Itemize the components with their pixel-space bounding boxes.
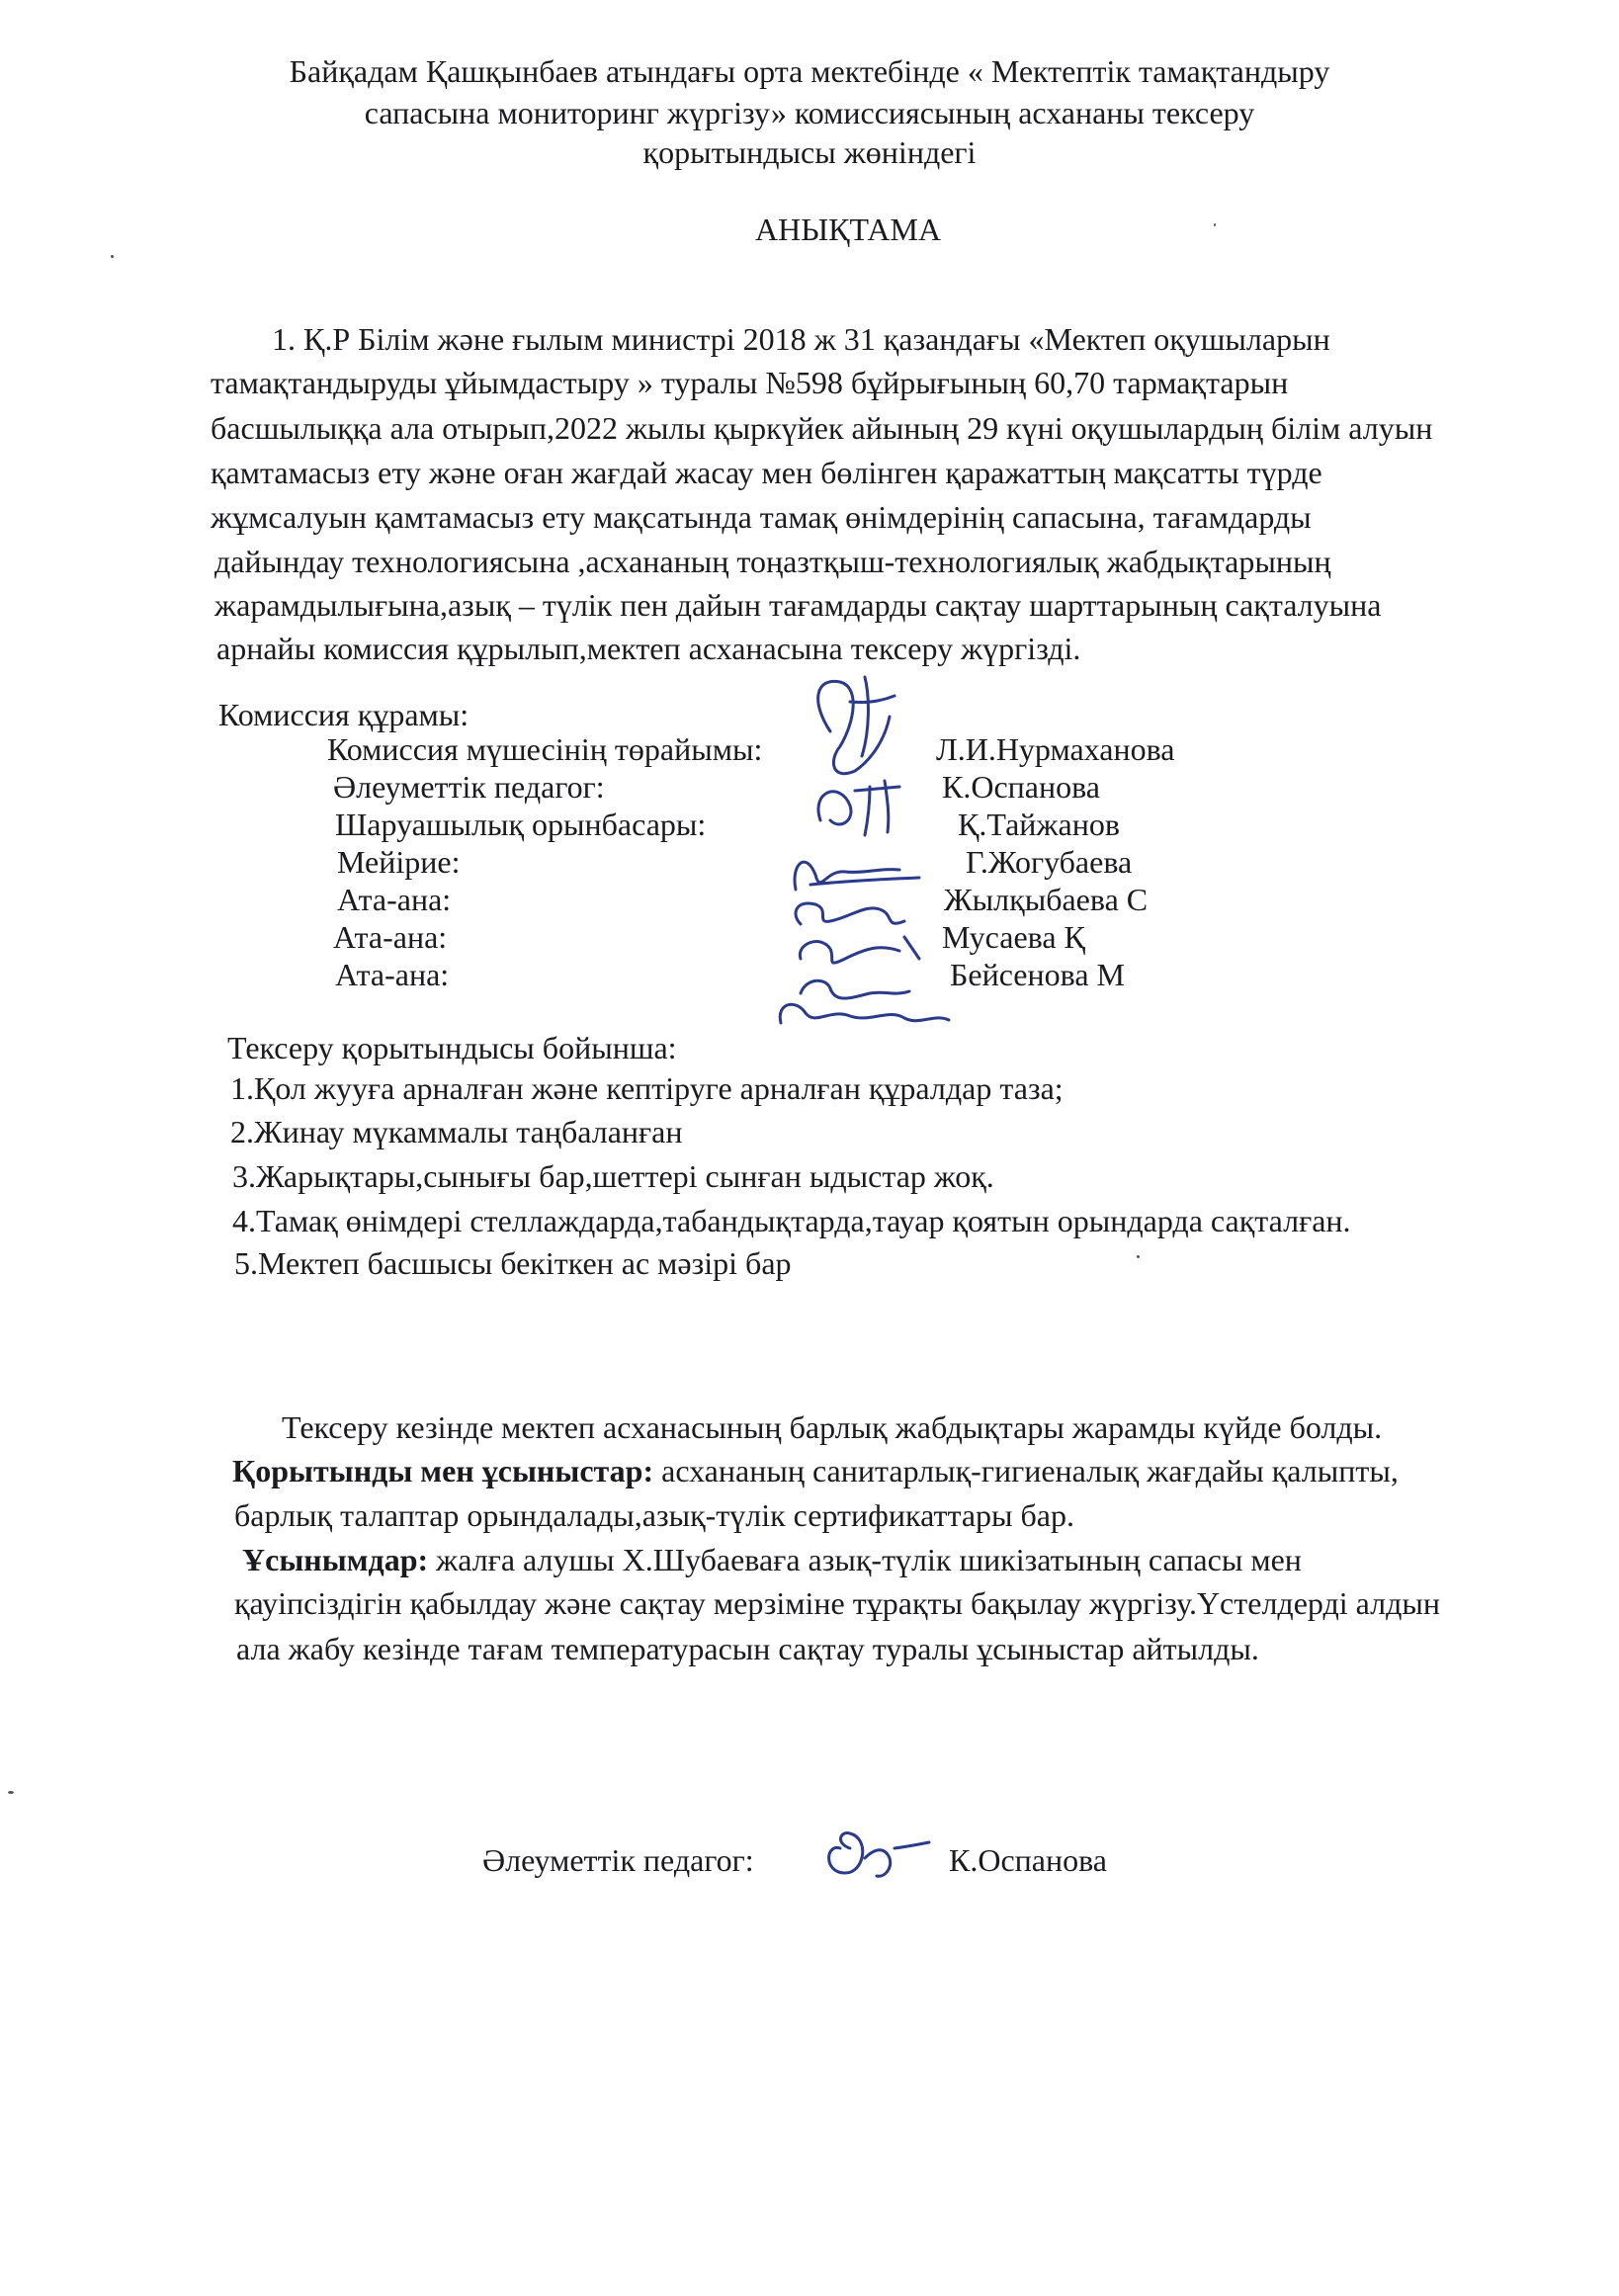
footer-role: Әлеуметтік педагог: xyxy=(482,1842,754,1878)
intro-line: тамақтандыруды ұйымдастыру » туралы №598 бұйрығының 60,70 тармақтарын xyxy=(211,365,1289,400)
conclusion-line xyxy=(232,1451,1399,1490)
result-item: 4.Тамақ өнімдері стеллаждарда,табандықтарда,тауар қоятын орындарда сақталған. xyxy=(232,1203,1351,1238)
member-name: Г.Жогубаева xyxy=(966,844,1133,880)
recommendation-line: қауіпсіздігін қабылдау және сақтау мерзіміне тұрақты бақылау жүргізу.Үстелдерді алдын xyxy=(234,1585,1440,1621)
handwritten-signatures xyxy=(771,662,969,1028)
recommendation-label: Ұсынымдар: xyxy=(242,1542,429,1577)
commission-heading: Комиссия құрамы: xyxy=(218,697,469,732)
conclusion-text: асхананың санитарлық-гигиеналық жағдайы қалыпты, xyxy=(653,1453,1399,1488)
member-role: Ата-ана: xyxy=(337,882,452,917)
footer-signature xyxy=(815,1819,934,1888)
intro-line: арнайы комиссия құрылып,мектеп асханасына тексеру жүргізді. xyxy=(216,631,1081,666)
result-item: 1.Қол жууға арналған және кептіруге арналған құралдар таза; xyxy=(230,1070,1064,1106)
recommendation-line: ала жабу кезінде тағам температурасын сақтау туралы ұсыныстар айтылды. xyxy=(236,1631,1259,1666)
header-line-3: қорытындысы жөніндегі xyxy=(642,134,977,170)
member-role: Мейірие: xyxy=(337,844,461,880)
member-name: Мусаева Қ xyxy=(942,919,1085,955)
conclusion-line: Тексеру кезінде мектеп асханасының барлық жабдықтары жарамды күйде болды. xyxy=(282,1409,1383,1445)
intro-line: дайындау технологиясына ,асхананың тоңазтқыш-технологиялық жабдықтарының xyxy=(214,544,1331,579)
intro-line: жарамдылығына,азық – түлік пен дайын тағамдарды сақтау шарттарының сақталуына xyxy=(214,587,1382,623)
intro-line: 1. Қ.Р Білім және ғылым министрі 2018 ж 31 қазандағы «Мектеп оқушыларын xyxy=(272,321,1330,357)
member-name: Бейсенова М xyxy=(950,957,1125,992)
result-item: 5.Мектеп басшысы бекіткен ас мәзірі бар xyxy=(234,1245,792,1281)
conclusion-line: барлық талаптар орындалады,азық-түлік сертификаттары бар. xyxy=(234,1497,1074,1533)
scan-speck xyxy=(1214,223,1216,226)
member-role: Ата-ана: xyxy=(335,957,450,992)
result-item: 2.Жинау мүкаммалы таңбаланған xyxy=(230,1114,683,1149)
recommendation-line xyxy=(242,1540,1302,1579)
member-role: Комиссия мүшесінің төрайымы: xyxy=(327,731,763,767)
member-role: Ата-ана: xyxy=(333,919,448,955)
recommendation-text: жалға алушы Х.Шубаеваға азық-түлік шикізатының сапасы мен xyxy=(428,1542,1302,1577)
footer-name: К.Оспанова xyxy=(949,1842,1107,1878)
scan-speck xyxy=(8,1791,14,1794)
member-name: Жылқыбаева С xyxy=(944,882,1149,917)
header-line-2: сапасына мониторинг жүргізу» комиссиясының асхананы тексеру xyxy=(364,95,1255,130)
intro-line: басшылыққа ала отырып,2022 жылы қыркүйек айының 29 күні оқушылардың білім алуын xyxy=(211,410,1433,446)
conclusion-label: Қорытынды мен ұсыныстар: xyxy=(232,1453,654,1488)
member-name: Қ.Тайжанов xyxy=(958,807,1120,842)
document-title: АНЫҚТАМА xyxy=(755,212,942,247)
member-name: Л.И.Нурмаханова xyxy=(936,731,1175,767)
intro-line: қамтамасыз ету және оған жағдай жасау мен бөлінген қаражаттың мақсатты түрде xyxy=(211,455,1322,490)
result-item: 3.Жарықтары,сынығы бар,шеттері сынған ыдыстар жоқ. xyxy=(232,1158,994,1194)
scan-speck xyxy=(1137,1255,1140,1258)
member-name: К.Оспанова xyxy=(942,769,1100,805)
results-heading: Тексеру қорытындысы бойынша: xyxy=(227,1030,677,1065)
member-role: Әлеуметтік педагог: xyxy=(333,769,605,805)
header-line-1: Байқадам Қашқынбаев атындағы орта мектебінде « Мектептік тамақтандыру xyxy=(289,53,1330,89)
member-role: Шаруашылық орынбасары: xyxy=(335,807,707,842)
scan-speck xyxy=(111,255,114,258)
intro-line: жұмсалуын қамтамасыз ету мақсатында тамақ өнімдерінің сапасына, тағамдарды xyxy=(211,499,1312,535)
